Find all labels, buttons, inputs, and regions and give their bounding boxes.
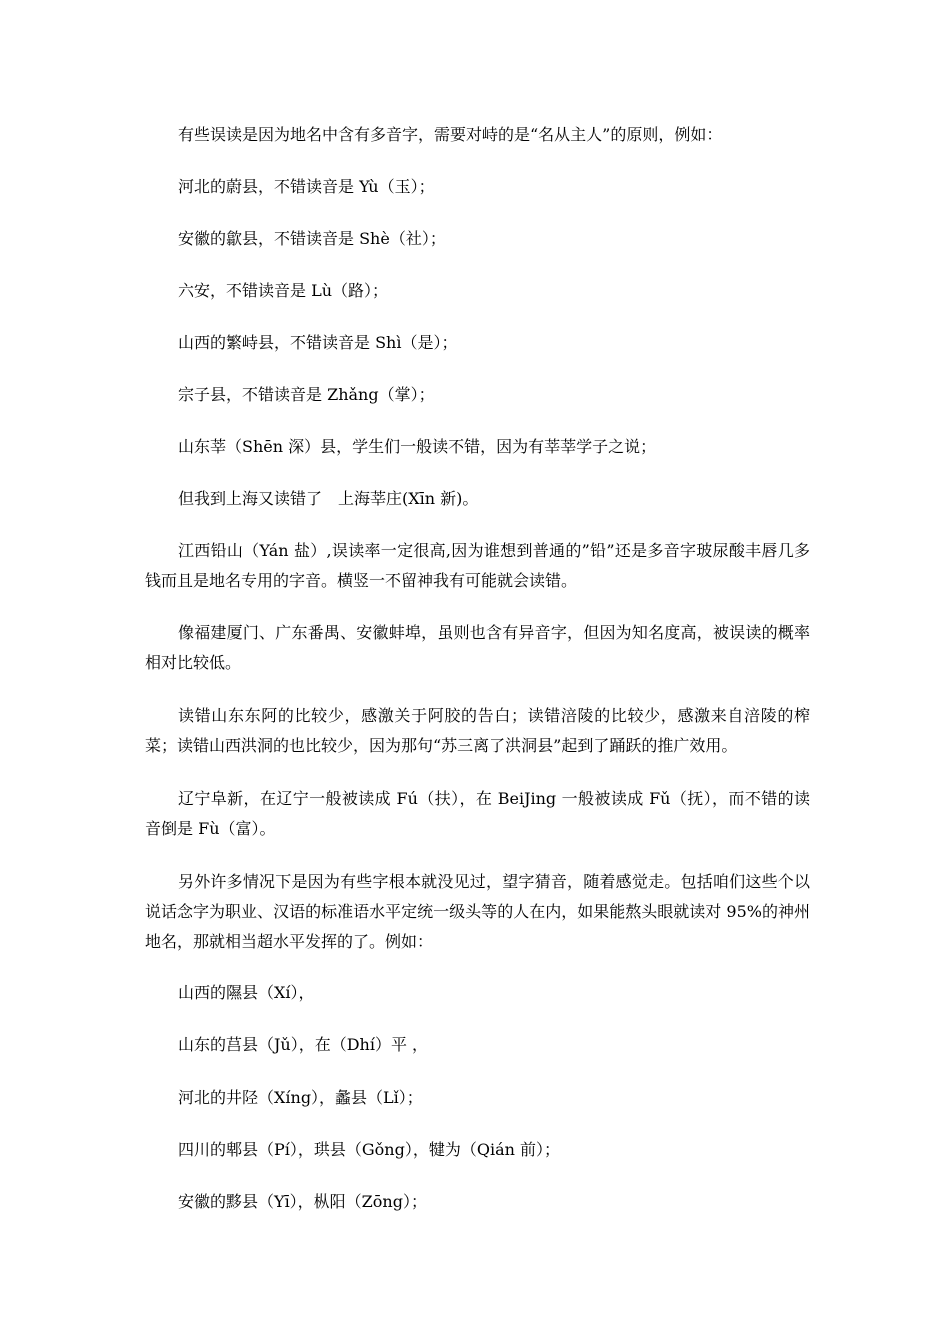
paragraph-6: 宗子县，不错读音是 Zhǎng（掌）； bbox=[178, 385, 435, 404]
paragraph-17: 四川的郫县（Pí），珙县（Gǒng），犍为（Qián 前）； bbox=[178, 1140, 561, 1159]
paragraph-3: 安徽的歙县，不错读音是 Shè（社）； bbox=[178, 229, 446, 248]
paragraph-8: 但我到上海又读错了 上海莘庄(Xīn 新)。 bbox=[178, 489, 479, 508]
paragraph-9: 江西铅山（Yán 盐）,误读率一定很高,因为谁想到普通的”铅”还是多音字玻尿酸丰唇几多钱而且是地名专用的字音。横竖一不留神我有可能就会读错。 bbox=[145, 541, 810, 590]
paragraph-2: 河北的蔚县，不错读音是 Yù（玉）； bbox=[178, 177, 435, 196]
paragraph-14: 山西的隰县（Xí）， bbox=[178, 983, 315, 1002]
paragraph-15: 山东的莒县（Jǔ），在（Dhí）平 ， bbox=[178, 1035, 429, 1054]
paragraph-11: 读错山东东阿的比较少，感激关于阿胶的告白；读错涪陵的比较少，感激来自涪陵的榨菜；读错山西洪洞的也比较少，因为那句“苏三离了洪洞县”起到了踊跃的推广效用。 bbox=[145, 706, 810, 755]
paragraph-13: 另外许多情况下是因为有些字根本就没见过，望字猜音，随着感觉走。包括咱们这些个以说话念字为职业、汉语的标准语水平定统一级头等的人在内，如果能熬头眼就读对 95%的神州地名，那就相当超水平发挥的了。例如： bbox=[145, 872, 810, 951]
paragraph-12: 辽宁阜新，在辽宁一般被读成 Fú（扶），在 BeiJing 一般被读成 Fǔ（抚），而不错的读音倒是 Fù（富）。 bbox=[145, 789, 810, 838]
paragraph-4: 六安，不错读音是 Lù（路）； bbox=[178, 281, 389, 300]
paragraph-16: 河北的井陉（Xíng），蠡县（Lǐ）； bbox=[178, 1088, 423, 1107]
paragraph-7: 山东莘（Shēn 深）县，学生们一般读不错，因为有莘莘学子之说； bbox=[178, 437, 657, 456]
paragraph-10: 像福建厦门、广东番禺、安徽蚌埠，虽则也含有异音字，但因为知名度高，被误读的概率相对比较低。 bbox=[145, 623, 810, 672]
paragraph-1: 有些误读是因为地名中含有多音字，需要对峙的是“名从主人”的原则，例如： bbox=[178, 125, 723, 144]
paragraph-18: 安徽的黟县（Yī），枞阳（Zōng）； bbox=[178, 1192, 427, 1211]
paragraph-5: 山西的繁峙县，不错读音是 Shì（是）； bbox=[178, 333, 458, 352]
